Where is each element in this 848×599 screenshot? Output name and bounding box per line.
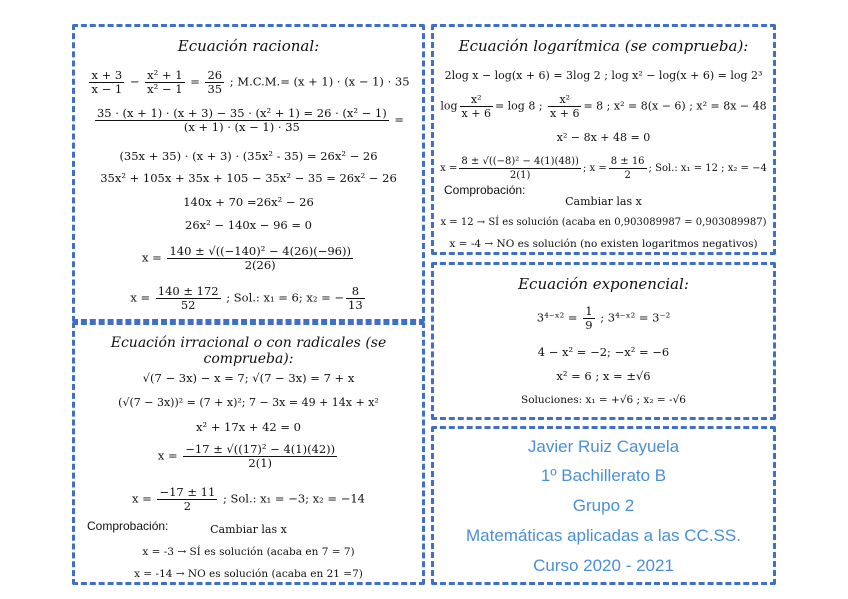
- irr-line-1: √(7 − 3x) − x = 7; √(7 − 3x) = 7 + x: [142, 371, 355, 385]
- fraction: $\frac{\text{x²}}{x + 6}$: [550, 93, 580, 120]
- credits-panel: [431, 426, 776, 585]
- rational-equation-panel: [72, 24, 425, 322]
- irr-result-1: x = -3 → SÍ es solución (acaba en 7 = 7): [142, 546, 355, 558]
- rational-line-1: $\frac{x + 3}{x - 1}$ − $\frac{\text{x² + 1}}{\text{x² − 1}}$ = $\frac{26}{35}$ ; M.C.M.= (x + 1) · (x − 1) · 35: [91, 68, 410, 96]
- rational-line-5: 140x + 70 =26x² − 26: [183, 195, 314, 209]
- irr-line-2: (√(7 − 3x))² = (7 + x)²; 7 − 3x = 49 + 14x + x²: [118, 396, 379, 409]
- fraction: $\frac{\text{x²}}{x + 6}$: [461, 93, 491, 120]
- rational-line-7: x = $\frac{\text{140 ± √((−140)² − 4(26)(−96))}}{2(26)}$: [142, 244, 351, 272]
- course-label: 1º Bachillerato B: [540, 466, 667, 485]
- fraction: $\frac{8 \pm 16}{2}$: [610, 156, 645, 181]
- rational-line-3: (35x + 35) · (x + 3) · (35x² - 35) = 26x² − 26: [119, 149, 378, 163]
- rational-line-4: 35x² + 105x + 35x + 105 − 35x² − 35 = 26x² − 26: [100, 171, 397, 185]
- exponential-equation-panel: [431, 262, 776, 420]
- log-line-2: log $\frac{\text{x²}}{x + 6}$ = log 8 ; $\frac{\text{x²}}{x + 6}$ = 8 ; x² = 8(x − 6) ; x² = 8x − 48: [440, 93, 767, 120]
- fraction: $\frac{\text{35 · (x + 1) · (x + 3) − 35 · (x² + 1) = 26 · (x² − 1)}}{(x + 1) \cdot (x - 1) \cdot 35}$: [96, 106, 387, 134]
- fraction: $\frac{140 \pm 172}{52}$: [157, 284, 219, 312]
- irr-line-4: x = $\frac{\text{−17 ± √((17)² − 4(1)(42))}}{2(1)}$: [157, 442, 336, 470]
- fraction: $\frac{\text{140 ± √((−140)² − 4(26)(−96))}}{2(26)}$: [169, 244, 351, 272]
- log-line-3: x² − 8x + 48 = 0: [556, 131, 651, 144]
- exponential-title: Ecuación exponencial:: [518, 275, 689, 293]
- logarithmic-equation-panel: [431, 24, 776, 255]
- log-change-x: Cambiar las x: [565, 195, 642, 208]
- log-check-label: Comprobación:: [444, 183, 526, 197]
- fraction: $\frac{8}{13}$: [348, 284, 363, 312]
- logarithmic-title: Ecuación logarítmica (se comprueba):: [458, 37, 749, 55]
- log-result-1: x = 12 → SÍ es solución (acaba en 0,903089987 = 0,903089987): [440, 217, 767, 228]
- fraction: $\frac{-17 \pm 11}{2}$: [159, 485, 216, 513]
- irr-change-x: Cambiar las x: [210, 523, 287, 536]
- irr-check-label: Comprobación:: [87, 519, 169, 533]
- rational-title: Ecuación racional:: [177, 37, 320, 55]
- fraction: $\frac{\text{−17 ± √((17)² − 4(1)(42))}}{2(1)}$: [185, 442, 336, 470]
- log-line-4: x = $\frac{\text{8 ± √((−8)² − 4(1)(48))}}{2(1)}$ ; x = $\frac{8 \pm 16}{2}$ ; Sol.: x₁ = 12 ; x₂ = −4: [440, 156, 767, 181]
- irrational-equation-panel: [72, 322, 425, 585]
- exp-line-3: x² = 6 ; x = ±√6: [556, 369, 651, 383]
- irr-line-3: x² + 17x + 42 = 0: [195, 420, 301, 434]
- irr-line-5: x = $\frac{-17 \pm 11}{2}$ ; Sol.: x₁ = −3; x₂ = −14: [132, 485, 365, 513]
- irr-result-2: x = -14 → NO es solución (acaba en 21 =7): [134, 568, 363, 580]
- fraction: $\frac{\text{x² + 1}}{\text{x² − 1}}$: [147, 68, 183, 96]
- group-label: Grupo 2: [572, 496, 635, 515]
- rational-line-6: 26x² − 140x − 96 = 0: [185, 218, 312, 232]
- exp-line-2: 4 − x² = −2; −x² = −6: [537, 345, 670, 359]
- author-name: Javier Ruiz Cayuela: [527, 437, 680, 456]
- exp-line-1: 3⁴⁻ˣ² = $\frac{1}{9}$ ; 3⁴⁻ˣ² = 3⁻²: [536, 304, 671, 332]
- fraction: $\frac{x + 3}{x - 1}$: [91, 68, 123, 96]
- log-result-2: x = -4 → NO es solución (no existen logaritmos negativos): [449, 238, 758, 250]
- irrational-title: Ecuación irracional o con radicales (se comprueba):: [110, 335, 387, 367]
- exp-line-4: Soluciones: x₁ = +√6 ; x₂ = -√6: [521, 394, 686, 406]
- fraction: $\frac{26}{35}$: [207, 68, 223, 96]
- log-line-1: 2log x − log(x + 6) = 3log 2 ; log x² − log(x + 6) = log 2³: [444, 69, 763, 82]
- fraction: $\frac{1}{9}$: [585, 304, 593, 332]
- subject-label: Matemáticas aplicadas a las CC.SS.: [466, 526, 741, 545]
- school-year-label: Curso 2020 - 2021: [533, 556, 674, 575]
- rational-line-2: $\frac{\text{35 · (x + 1) · (x + 3) − 35 · (x² + 1) = 26 · (x² − 1)}}{(x + 1) \cdot (x - 1) \cdot 35}$ =: [96, 106, 405, 134]
- fraction: $\frac{\text{8 ± √((−8)² − 4(1)(48))}}{2(1)}$: [461, 156, 579, 181]
- rational-line-8: x = $\frac{140 \pm 172}{52}$ ; Sol.: x₁ = 6; x₂ = − $\frac{8}{13}$: [130, 284, 363, 312]
